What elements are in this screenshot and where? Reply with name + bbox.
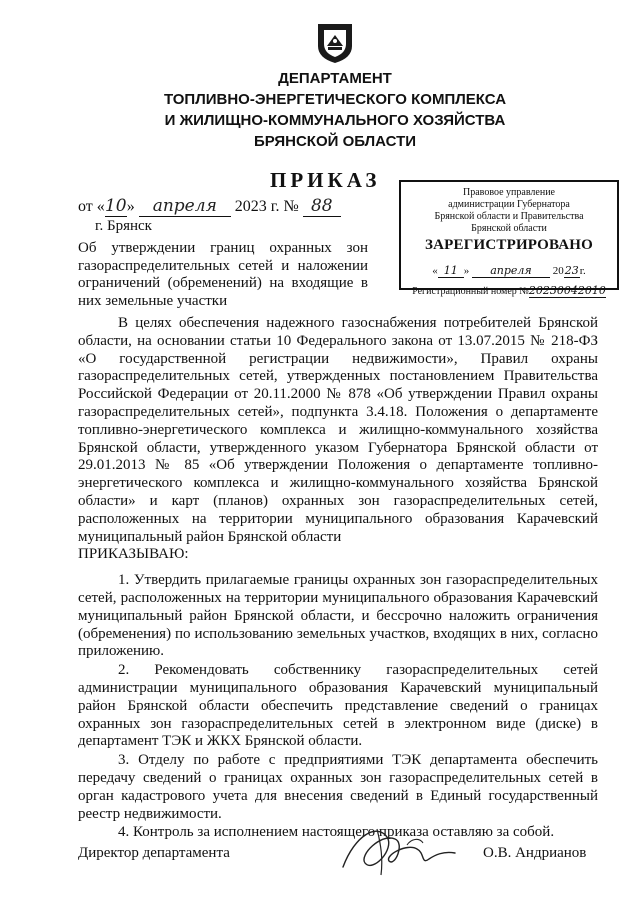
stamp-number-label: Регистрационный номер №	[412, 286, 529, 297]
stamp-month: апреля	[472, 264, 550, 278]
stamp-year-unit: г.	[579, 265, 586, 277]
order-number: 88	[303, 196, 341, 217]
preamble-paragraph: В целях обеспечения надежного газоснабжения потребителей Брянской области, на основании статьи 10 Федерального закона от 13.07.2015 № 218-ФЗ «О государственной регистрации недвижимости», Правил охраны газораспределительных сетей, утвержденных постановлением Правительства Российской Федерации от 20.11.2000 № 878 «Об утверждении Правил охраны газораспределительных сетей», подпункта 3.4.18. Положения о департаменте топливно-энергетического комплекса и жилищно-коммунального хозяйства Брянской области, утвержденного указом Губернатора Брянской области от 29.01.2013 № 85 «Об утверждении Положения о департаменте топливно-энергетического комплекса и жилищно-коммунального хозяйства Брянской области» и карт (планов) охранных зон газораспределительных сетей, расположенных на территории муниципального образования Карачевский муниципальный район Брянской области	[78, 315, 598, 545]
date-prefix: от «	[78, 198, 105, 215]
order-body	[78, 315, 598, 842]
order-city: г. Брянск	[95, 218, 152, 234]
stamp-line-2: администрации Губернатора	[448, 199, 570, 210]
signer-name: О.В. Андрианов	[483, 845, 587, 861]
order-item-3: 3. Отделу по работе с предприятиями ТЭК департамента обеспечить передачу сведений о границах охранных зон газораспределительных сетей в орган кадастрового учета для внесения сведений в Единый государственный реестр недвижимости.	[78, 752, 598, 822]
order-year: 2023 г.	[234, 198, 280, 215]
stamp-registration-number	[401, 284, 617, 298]
coat-of-arms-icon	[316, 22, 354, 64]
stamp-year-suffix: 23	[564, 264, 579, 277]
department-title-line-4: БРЯНСКОЙ ОБЛАСТИ	[253, 133, 417, 150]
signer-position: Директор департамента	[78, 845, 230, 861]
stamp-line-1: Правовое управление	[463, 187, 555, 198]
stamp-line-4: Брянской области	[471, 223, 547, 234]
stamp-day: 11	[438, 264, 464, 278]
stamp-status: ЗАРЕГИСТРИРОВАНО	[425, 237, 593, 253]
order-item-2: 2. Рекомендовать собственнику газораспределительных сетей администрации муниципального образования Карачевский муниципальный район Брянской области обеспечить представление сведений о границах охранных зон газораспределительных сетей в электронном виде (диске) в департамент ТЭК и ЖКХ Брянской области.	[78, 662, 598, 750]
stamp-year-prefix: 20	[552, 265, 564, 277]
stamp-number-value: 20230042010	[528, 284, 606, 297]
order-directive-word: ПРИКАЗЫВАЮ:	[78, 546, 189, 563]
handwritten-signature	[325, 815, 475, 885]
stamp-date: « 11 » апреля 2023г.	[432, 264, 586, 277]
document-title: ПРИКАЗ	[270, 168, 381, 192]
stamp-line-3: Брянской области и Правительства	[434, 211, 584, 222]
department-title-line-1: ДЕПАРТАМЕНТ	[278, 70, 392, 87]
number-sign: №	[283, 198, 299, 215]
order-month: апреля	[139, 196, 231, 217]
order-date-line: от «10» апреля 2023 г. № 88	[78, 196, 341, 217]
order-day: 10	[104, 196, 127, 216]
department-title-line-3: И ЖИЛИЩНО-КОММУНАЛЬНОГО ХОЗЯЙСТВА	[164, 112, 506, 129]
order-item-1: 1. Утвердить прилагаемые границы охранных зон газораспределительных сетей, расположенных на территории муниципального образования Карачевский муниципальный район Брянской области, и бессрочно наложить ограничения (обременения) по использованию земельных участков, входящих в них, согласно приложению.	[78, 572, 598, 660]
order-item-4: 4. Контроль за исполнением настоящего приказа оставляю за собой.	[118, 824, 555, 841]
registration-stamp	[399, 180, 619, 297]
department-title-line-2: ТОПЛИВНО-ЭНЕРГЕТИЧЕСКОГО КОМПЛЕКСА	[163, 91, 507, 108]
order-subject: Об утверждении границ охранных зон газораспределительных сетей и наложении ограничений (обременений) на входящие в них земельные участки	[78, 240, 368, 309]
